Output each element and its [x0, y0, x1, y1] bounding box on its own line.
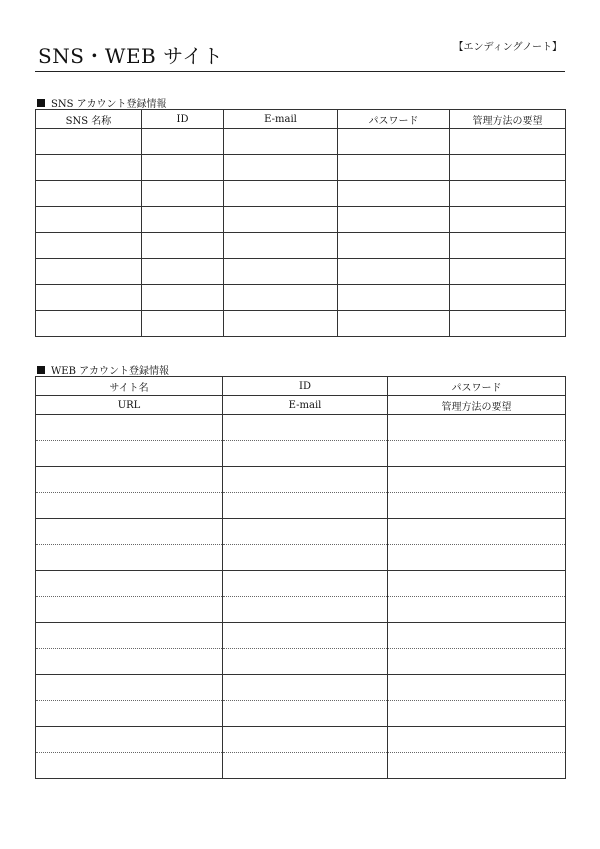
web-entry-cell[interactable] [223, 415, 388, 441]
web-entry-cell[interactable] [388, 675, 566, 701]
sns-entry-row [36, 311, 566, 337]
sns-account-table [35, 109, 566, 337]
web-entry-row [36, 623, 566, 649]
sns-entry-cell[interactable] [36, 259, 142, 285]
sns-entry-cell[interactable] [142, 207, 224, 233]
sns-entry-cell[interactable] [450, 129, 566, 155]
web-entry-cell[interactable] [388, 545, 566, 571]
sns-section-label-text: SNS アカウント登録情報 [51, 99, 167, 110]
web-entry-row [36, 597, 566, 623]
header-tag: 【エンディングノート】 [453, 42, 562, 53]
web-entry-cell[interactable] [223, 597, 388, 623]
web-entry-cell[interactable] [36, 623, 223, 649]
web-entry-cell[interactable] [388, 753, 566, 779]
web-entry-row [36, 675, 566, 701]
sns-entry-cell[interactable] [142, 181, 224, 207]
sns-entry-cell[interactable] [450, 233, 566, 259]
web-entry-cell[interactable] [223, 675, 388, 701]
web-entry-row [36, 545, 566, 571]
web-col-password: パスワード [388, 377, 566, 396]
web-entry-row [36, 571, 566, 597]
square-bullet-icon [37, 366, 45, 374]
web-col-site-name: サイト名 [36, 377, 223, 396]
web-section-label [37, 362, 169, 377]
sns-entry-row [36, 207, 566, 233]
sns-entry-cell[interactable] [450, 285, 566, 311]
sns-col-password: パスワード [338, 110, 450, 129]
sns-entry-cell[interactable] [36, 233, 142, 259]
sns-entry-cell[interactable] [224, 311, 338, 337]
web-entry-row [36, 519, 566, 545]
sns-entry-cell[interactable] [450, 181, 566, 207]
web-entry-cell[interactable] [388, 441, 566, 467]
web-entry-cell[interactable] [388, 597, 566, 623]
title-rule [35, 71, 565, 72]
web-entry-cell[interactable] [388, 701, 566, 727]
web-entry-cell[interactable] [36, 519, 223, 545]
sns-entry-cell[interactable] [224, 207, 338, 233]
web-entry-cell[interactable] [223, 753, 388, 779]
sns-section-label [37, 95, 167, 110]
web-entry-cell[interactable] [36, 467, 223, 493]
web-entry-row [36, 467, 566, 493]
web-entry-cell[interactable] [388, 519, 566, 545]
web-entry-cell[interactable] [36, 441, 223, 467]
sns-header-row [36, 110, 566, 129]
sns-entry-cell[interactable] [338, 155, 450, 181]
sns-entry-cell[interactable] [338, 311, 450, 337]
web-entry-cell[interactable] [36, 701, 223, 727]
sns-entry-cell[interactable] [450, 259, 566, 285]
sns-entry-row [36, 285, 566, 311]
sns-entry-cell[interactable] [36, 285, 142, 311]
sns-entry-cell[interactable] [142, 129, 224, 155]
web-header-row-1 [36, 377, 566, 396]
web-entry-cell[interactable] [36, 545, 223, 571]
web-entry-cell[interactable] [388, 467, 566, 493]
sns-col-email: E-mail [224, 110, 338, 129]
sns-entry-cell[interactable] [36, 207, 142, 233]
sns-col-management: 管理方法の要望 [450, 110, 566, 129]
sns-entry-cell[interactable] [36, 181, 142, 207]
web-entry-cell[interactable] [36, 649, 223, 675]
sns-entry-row [36, 233, 566, 259]
web-entry-cell[interactable] [388, 571, 566, 597]
sns-entry-cell[interactable] [36, 155, 142, 181]
web-entry-row [36, 649, 566, 675]
web-account-table [35, 376, 566, 779]
sns-entry-cell[interactable] [142, 233, 224, 259]
sns-entry-cell[interactable] [338, 233, 450, 259]
web-entry-cell[interactable] [388, 727, 566, 753]
web-entry-cell[interactable] [36, 727, 223, 753]
sns-entry-row [36, 181, 566, 207]
sns-col-name: SNS 名称 [36, 110, 142, 129]
sns-entry-cell[interactable] [36, 311, 142, 337]
web-entry-cell[interactable] [223, 701, 388, 727]
sns-entry-cell[interactable] [36, 129, 142, 155]
sns-entry-cell[interactable] [338, 259, 450, 285]
web-entry-cell[interactable] [223, 493, 388, 519]
web-entry-row [36, 727, 566, 753]
sns-entry-cell[interactable] [224, 129, 338, 155]
web-entry-row [36, 753, 566, 779]
web-section-label-text: WEB アカウント登録情報 [51, 366, 170, 377]
square-bullet-icon [37, 99, 45, 107]
sns-entry-cell[interactable] [338, 207, 450, 233]
web-entry-cell[interactable] [223, 623, 388, 649]
web-entry-cell[interactable] [388, 649, 566, 675]
sns-entry-row [36, 129, 566, 155]
web-entry-cell[interactable] [36, 493, 223, 519]
sns-entry-cell[interactable] [224, 285, 338, 311]
sns-col-id: ID [142, 110, 224, 129]
web-entry-cell[interactable] [223, 571, 388, 597]
web-col-email: E-mail [223, 396, 388, 415]
sns-entry-cell[interactable] [142, 311, 224, 337]
web-entry-cell[interactable] [223, 649, 388, 675]
web-entry-row [36, 415, 566, 441]
sns-entry-cell[interactable] [338, 129, 450, 155]
sns-entry-cell[interactable] [224, 181, 338, 207]
web-col-management: 管理方法の要望 [388, 396, 566, 415]
web-entry-cell[interactable] [223, 467, 388, 493]
sns-entry-cell[interactable] [142, 259, 224, 285]
web-entry-cell[interactable] [223, 727, 388, 753]
sns-entry-cell[interactable] [224, 259, 338, 285]
sns-entry-cell[interactable] [224, 233, 338, 259]
page-title: SNS・WEB サイト [38, 44, 224, 68]
web-header-row-2 [36, 396, 566, 415]
sns-entry-cell[interactable] [338, 285, 450, 311]
web-entry-cell[interactable] [36, 675, 223, 701]
sns-entry-cell[interactable] [142, 285, 224, 311]
sns-entry-cell[interactable] [450, 155, 566, 181]
web-entry-cell[interactable] [36, 597, 223, 623]
sns-entry-cell[interactable] [450, 207, 566, 233]
sns-entry-row [36, 259, 566, 285]
web-entry-cell[interactable] [388, 493, 566, 519]
web-entry-row [36, 441, 566, 467]
web-entry-cell[interactable] [388, 623, 566, 649]
web-col-url: URL [36, 396, 223, 415]
web-entry-row [36, 493, 566, 519]
web-entry-cell[interactable] [36, 415, 223, 441]
sns-entry-cell[interactable] [224, 155, 338, 181]
web-entry-row [36, 701, 566, 727]
web-entry-cell[interactable] [36, 571, 223, 597]
web-col-id: ID [223, 377, 388, 396]
sns-entry-row [36, 155, 566, 181]
sns-entry-cell[interactable] [338, 181, 450, 207]
sns-entry-cell[interactable] [142, 155, 224, 181]
web-entry-cell[interactable] [388, 415, 566, 441]
web-entry-cell[interactable] [36, 753, 223, 779]
web-entry-cell[interactable] [223, 545, 388, 571]
web-entry-cell[interactable] [223, 441, 388, 467]
sns-entry-cell[interactable] [450, 311, 566, 337]
web-entry-cell[interactable] [223, 519, 388, 545]
